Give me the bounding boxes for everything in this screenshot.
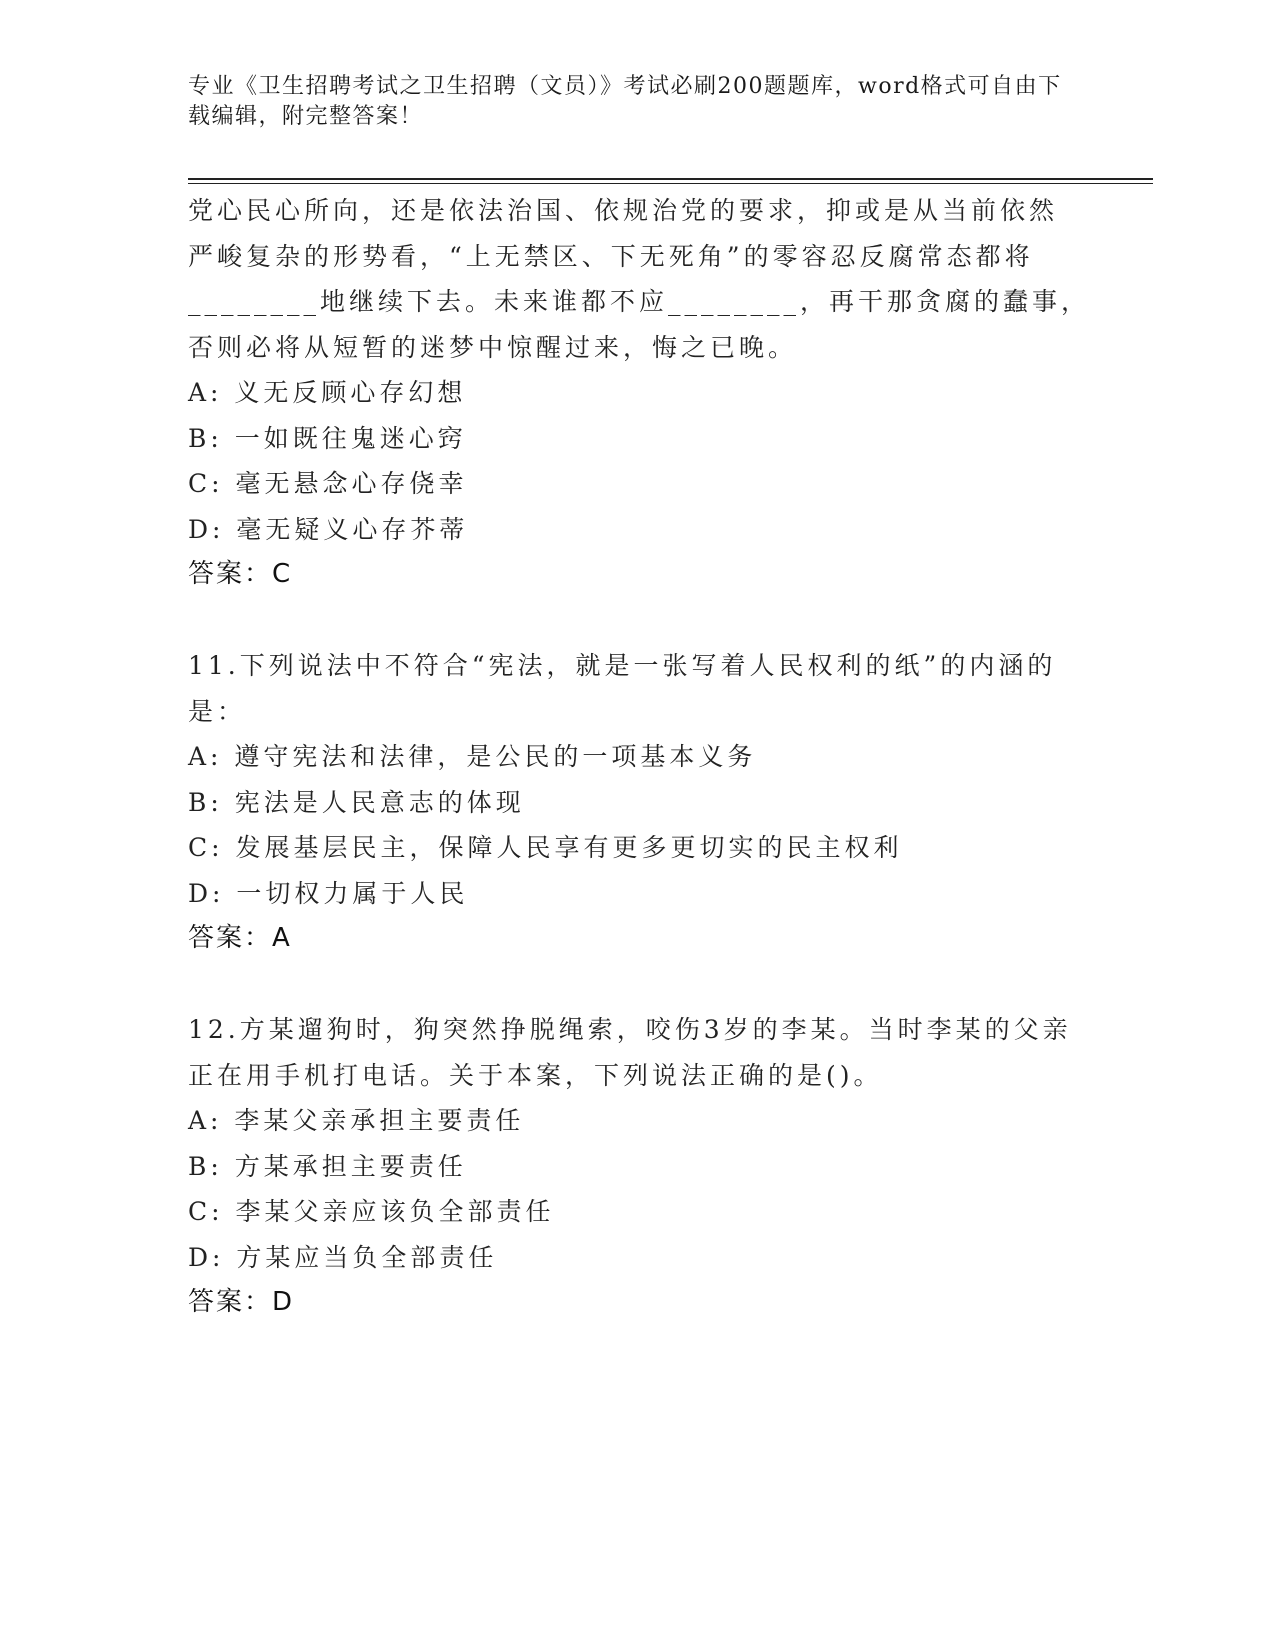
option-b: B: 方某承担主要责任: [188, 1151, 467, 1181]
question-stem-line: 党心民心所向，还是依法治国、依规治党的要求，抑或是从当前依然: [188, 196, 1059, 225]
option-a: A: 李某父亲承担主要责任: [188, 1106, 525, 1135]
answer-line: 答案：A: [188, 923, 292, 953]
option-c: C: 毫无悬念心存侥幸: [188, 469, 468, 498]
option-c: C: 李某父亲应该负全部责任: [188, 1197, 555, 1226]
answer-line: 答案：D: [188, 1287, 295, 1317]
option-a: A: 遵守宪法和法律，是公民的一项基本义务: [188, 742, 757, 771]
document-header: 专业《卫生招聘考试之卫生招聘（文员）》考试必刷200题题库，word格式可自由下载编辑，附完整答案！: [188, 74, 1062, 129]
option-d: D: 方某应当负全部责任: [188, 1242, 498, 1272]
option-b: B: 一如既往鬼迷心窍: [188, 423, 467, 453]
question-spacer: [188, 598, 1088, 644]
option-d: D: 毫无疑义心存芥蒂: [188, 514, 469, 544]
question-stem-line: 否则必将从短暂的迷梦中惊醒过来，悔之已晚。: [188, 332, 798, 362]
question-10: [188, 188, 1091, 598]
option-c: C: 发展基层民主，保障人民享有更多更切实的民主权利: [188, 833, 903, 862]
question-11: [188, 643, 1088, 962]
question-12: [188, 1007, 1088, 1326]
header-rule-thin: [188, 183, 1153, 184]
answer-line: 答案：C: [188, 559, 293, 589]
question-stem-line: ________地继续下去。未来谁都不应________，再干那贪腐的蠢事，: [188, 287, 1091, 316]
document-body: [188, 188, 1091, 1326]
question-stem-line: 正在用手机打电话。关于本案，下列说法正确的是()。: [188, 1060, 883, 1090]
question-stem-line: 11.下列说法中不符合“宪法，就是一张写着人民权利的纸”的内涵的: [188, 651, 1057, 680]
question-stem-line: 12.方某遛狗时，狗突然挣脱绳索，咬伤3岁的李某。当时李某的父亲: [188, 1015, 1072, 1044]
header-rule-thick: [188, 178, 1153, 180]
question-spacer: [188, 962, 1088, 1008]
option-b: B: 宪法是人民意志的体现: [188, 787, 525, 817]
option-a: A: 义无反顾心存幻想: [188, 378, 467, 407]
option-d: D: 一切权力属于人民: [188, 878, 469, 908]
question-stem-line: 严峻复杂的形势看，“上无禁区、下无死角”的零容忍反腐常态都将: [188, 241, 1034, 271]
question-stem-line: 是：: [188, 696, 247, 726]
